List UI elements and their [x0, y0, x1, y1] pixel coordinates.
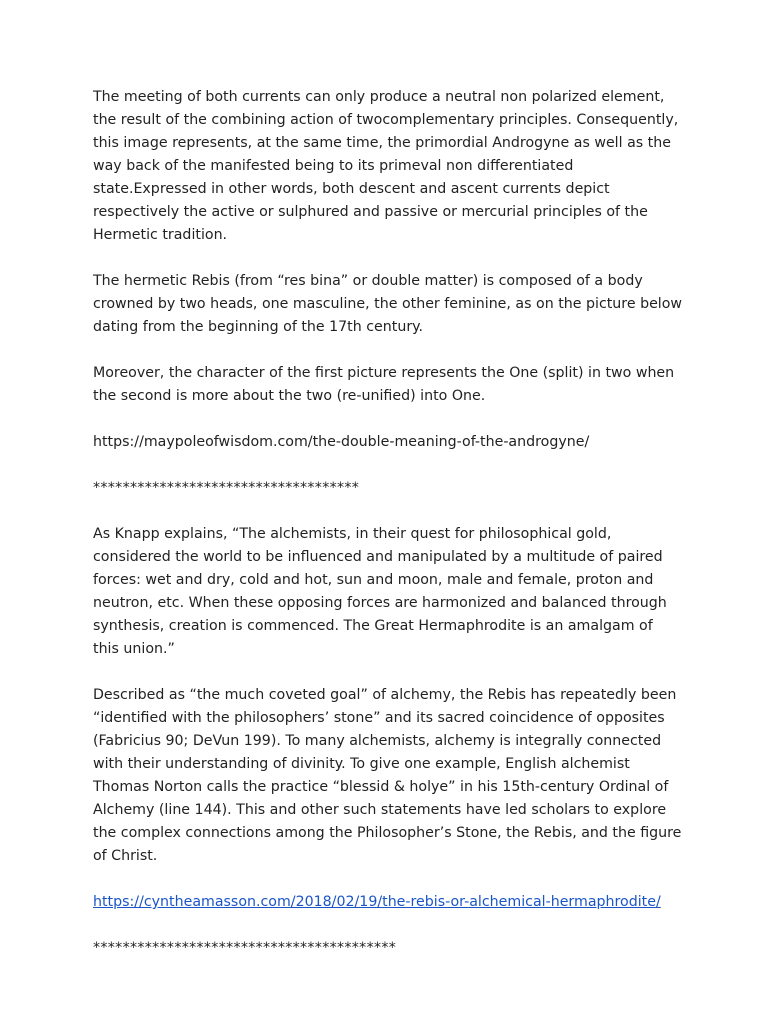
- source-link-cyntheamasson[interactable]: https://cyntheamasson.com/2018/02/19/the-rebis-or-alchemical-hermaphrodite/: [93, 894, 661, 910]
- asterisk-separator-bottom: *****************************************: [93, 940, 397, 956]
- paragraph-knapp-quote: As Knapp explains, “The alchemists, in their quest for philosophical gold, considered the world to be influenced and manipulated by a multitude of paired forces: wet and dry, cold and hot, sun and moon, male and female, proton and neutron, etc. When these opposing forces are harmonized and balanced through synthesis, creation is commenced. The Great Hermaphrodite is an amalgam of this union.”: [93, 526, 667, 657]
- source-link-container: [93, 891, 683, 914]
- paragraph-one-split-in-two: Moreover, the character of the first picture represents the One (split) in two when the second is more about the two (re-unified) into One.: [93, 365, 675, 404]
- paragraph-rebis-coveted-goal: Described as “the much coveted goal” of alchemy, the Rebis has repeatedly been “identified with the philosophers’ stone” and its sacred coincidence of opposites (Fabricius 90; DeVun 199). To many alchemists, alchemy is integrally connected with their understanding of divinity. To give one example, English alchemist Thomas Norton calls the practice “blessid & holye” in his 15th-century Ordinal of Alchemy (line 144). This and other such statements have led scholars to explore the complex connections among the Philosopher’s Stone, the Rebis, and the figure of Christ.: [93, 687, 682, 864]
- asterisk-separator: ************************************: [93, 480, 360, 496]
- source-url-maypoleofwisdom: https://maypoleofwisdom.com/the-double-meaning-of-the-androgyne/: [93, 434, 590, 450]
- paragraph-hermetic-rebis: The hermetic Rebis (from “res bina” or double matter) is composed of a body crowned by two heads, one masculine, the other feminine, as on the picture below dating from the beginning of the 17th century.: [93, 273, 683, 335]
- paragraph-neutral-element: The meeting of both currents can only produce a neutral non polarized element, the result of the combining action of twocomplementary principles. Consequently, this image represents, at the same time, the primordial Androgyne as well as the way back of the manifested being to its primeval non differentiated state.Expressed in other words, both descent and ascent currents depict respectively the active or sulphured and passive or mercurial principles of the Hermetic tradition.: [93, 89, 679, 243]
- document-page: [93, 86, 683, 983]
